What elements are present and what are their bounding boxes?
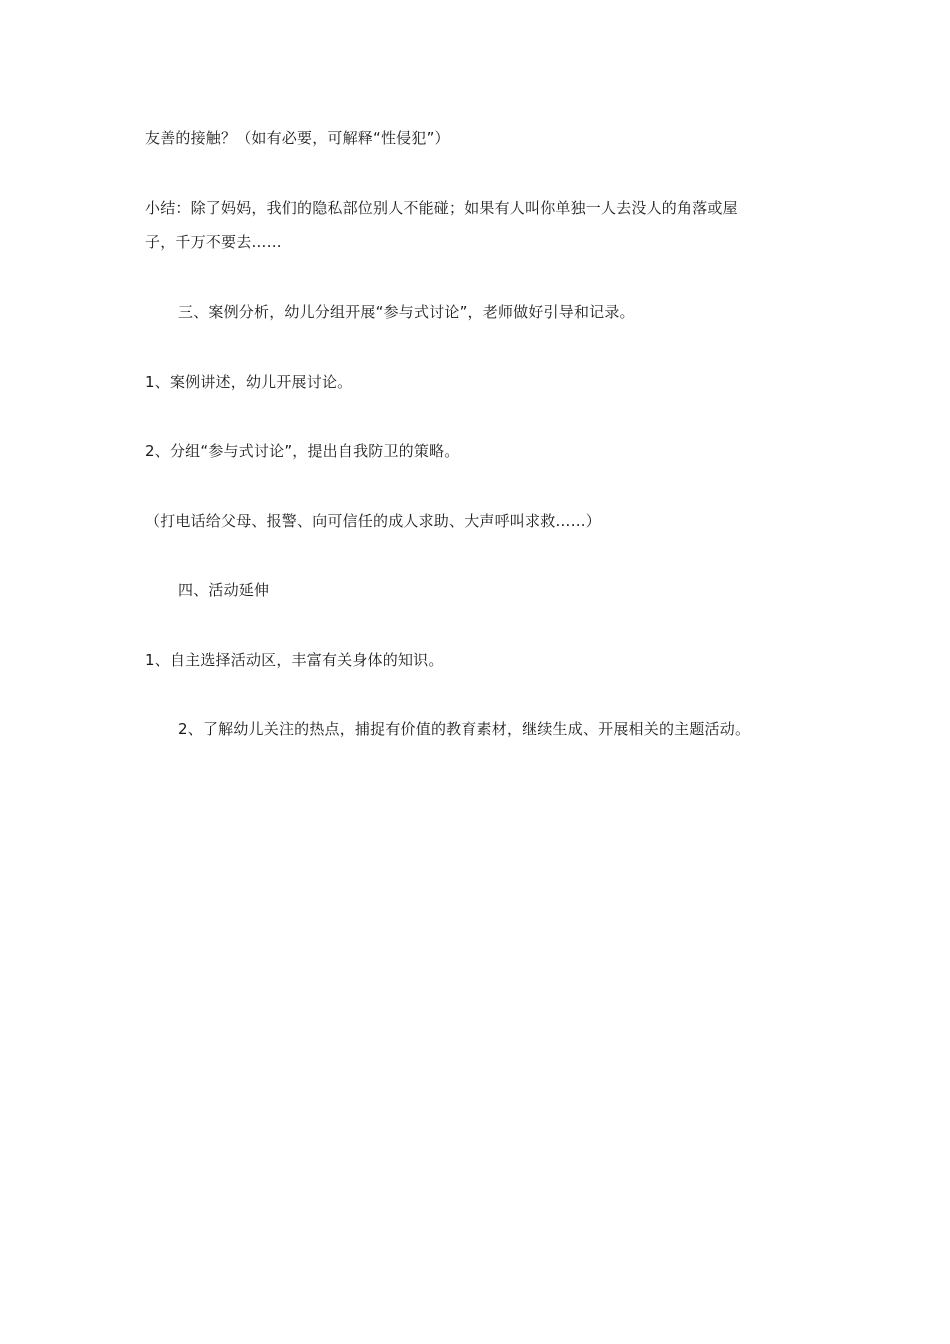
section-heading-case-analysis: 三、案例分析，幼儿分组开展“参与式讨论”，老师做好引导和记录。 (178, 303, 635, 321)
paragraph-friendly-contact: 友善的接触？（如有必要，可解释“性侵犯”） (145, 129, 450, 147)
paragraph-summary-line-1: 小结：除了妈妈，我们的隐私部位别人不能碰；如果有人叫你单独一人去没人的角落或屋 (145, 199, 738, 217)
paragraph-self-defense-examples: （打电话给父母、报警、向可信任的成人求助、大声呼叫求救……） (145, 512, 602, 530)
list-item-group-discussion: 2、分组“参与式讨论”，提出自我防卫的策略。 (145, 442, 460, 460)
section-heading-activity-extension: 四、活动延伸 (178, 581, 270, 599)
list-item-hot-topics: 2、了解幼儿关注的热点，捕捉有价值的教育素材，继续生成、开展相关的主题活动。 (178, 720, 751, 738)
paragraph-summary-line-2: 子，千万不要去…… (145, 233, 282, 251)
list-item-activity-area: 1、自主选择活动区，丰富有关身体的知识。 (145, 651, 444, 669)
list-item-case-narration: 1、案例讲述，幼儿开展讨论。 (145, 373, 353, 391)
